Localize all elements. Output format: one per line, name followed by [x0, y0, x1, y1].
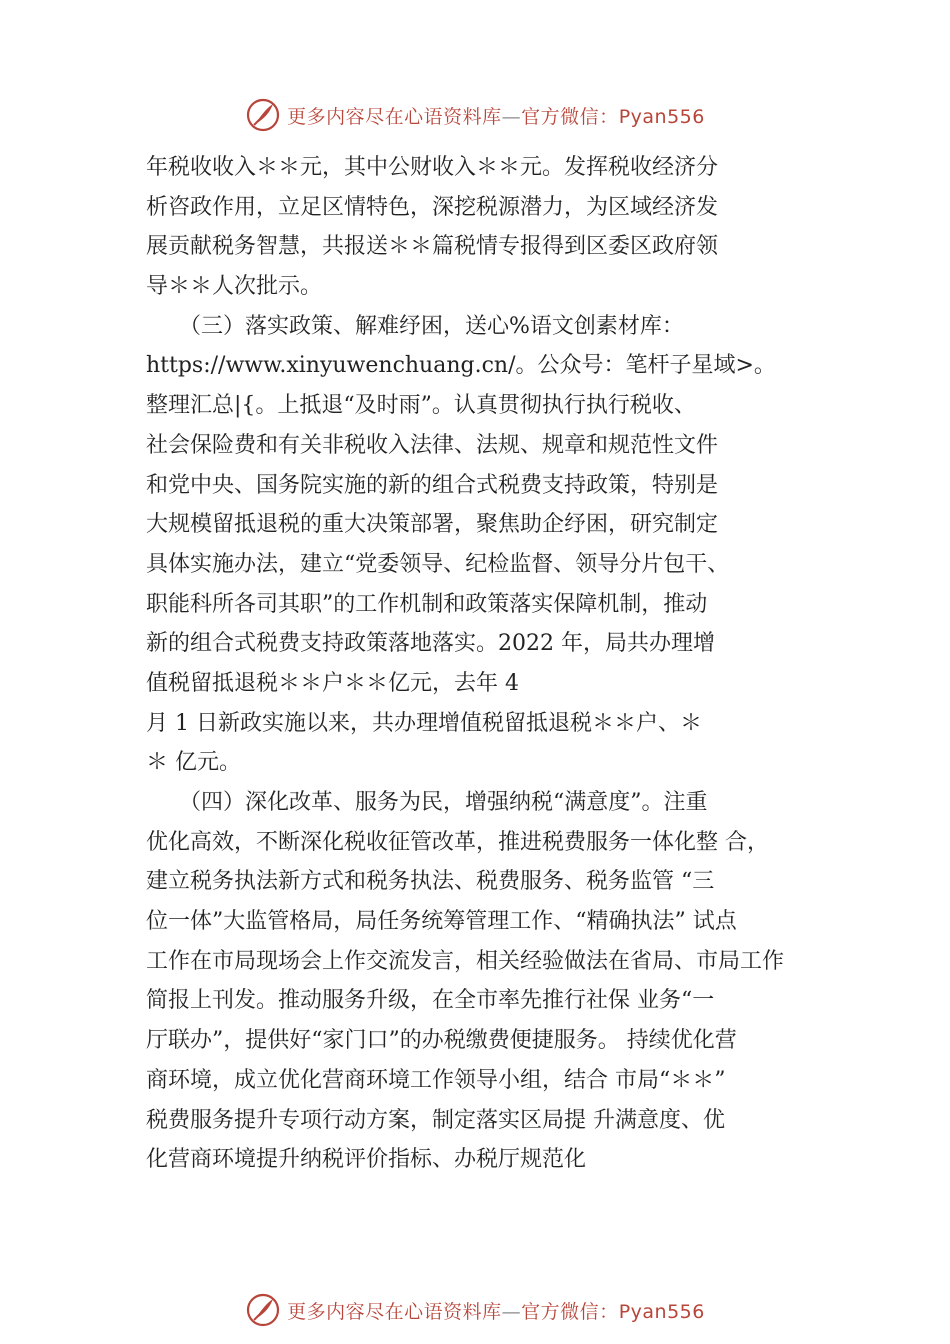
body-line: 析咨政作用，立足区情特色，深挖税源潜力，为区域经济发: [146, 194, 719, 220]
header-banner-id: Pyan556: [618, 105, 705, 128]
body-line: 建立税务执法新方式和税务执法、税费服务、税务监管 “三: [146, 869, 715, 895]
body-line: 大规模留抵退税的重大决策部署，聚焦助企纾困，研究制定: [146, 512, 719, 538]
body-line: 导＊＊人次批示。: [146, 274, 323, 300]
body-line: 简报上刊发。推动服务升级，在全市率先推行社保 业务“一: [146, 988, 715, 1014]
body-line: 位一体”大监管格局，局任务统筹管理工作、“精确执法” 试点: [146, 909, 737, 935]
header-banner-dash: —: [501, 105, 522, 128]
body-line: （四）深化改革、服务为民，增强纳税“满意度”。注重: [146, 790, 708, 815]
body-line: 展贡献税务智慧，共报送＊＊篇税情专报得到区委区政府领: [146, 234, 719, 260]
body-line: 整理汇总|{。上抵退“及时雨”。认真贯彻执行执行税收、: [146, 393, 696, 419]
header-banner: [0, 95, 950, 135]
footer-banner-main: 更多内容尽在心语资料库: [287, 1300, 502, 1323]
body-line: 具体实施办法，建立“党委领导、纪检监督、领导分片包干、: [146, 551, 730, 577]
footer-banner: [0, 1290, 950, 1330]
body-line: 新的组合式税费支持政策落地落实。2022 年，局共办理增: [146, 631, 715, 657]
body-line: （三）落实政策、解难纾困，送心%语文创素材库：: [146, 313, 684, 339]
document-body: [146, 148, 836, 1180]
body-line: 社会保险费和有关非税收入法律、法规、规章和规范性文件: [146, 432, 719, 458]
body-line: 优化高效，不断深化税收征管改革，推进税费服务一体化整 合，: [146, 829, 769, 855]
body-line: 税费服务提升专项行动方案，制定落实区局提 升满意度、优: [146, 1107, 725, 1133]
body-line: 商环境，成立优化营商环境工作领导小组，结合 市局“＊＊”: [146, 1067, 726, 1093]
quill-logo-icon: [245, 97, 281, 133]
footer-banner-contact: 官方微信：: [521, 1300, 619, 1323]
body-line: 厅联办”，提供好“家门口”的办税缴费便捷服务。 持续优化营: [146, 1028, 737, 1054]
quill-logo-icon: [245, 1292, 281, 1328]
header-banner-contact: 官方微信：: [521, 105, 619, 128]
body-line: 值税留抵退税＊＊户＊＊亿元，去年 4: [146, 670, 519, 696]
header-banner-main: 更多内容尽在心语资料库: [287, 105, 502, 128]
footer-banner-text: [287, 1297, 705, 1324]
body-line: 化营商环境提升纳税评价指标、办税厅规范化: [146, 1147, 587, 1173]
body-line: 月 1 日新政实施以来，共办理增值税留抵退税＊＊户、＊: [146, 710, 702, 736]
body-line: https://www.xinyuwenchuang.cn/。公众号：笔杆子星域>。: [146, 353, 776, 379]
footer-banner-id: Pyan556: [618, 1300, 705, 1323]
body-line: 和党中央、国务院实施的新的组合式税费支持政策，特别是: [146, 472, 719, 498]
body-line: 年税收收入＊＊元，其中公财收入＊＊元。发挥税收经济分: [146, 155, 719, 180]
footer-banner-dash: —: [501, 1300, 522, 1323]
header-banner-text: [287, 102, 705, 129]
body-line: 职能科所各司其职”的工作机制和政策落实保障机制，推动: [146, 591, 708, 617]
body-line: 工作在市局现场会上作交流发言，相关经验做法在省局、市局工作: [146, 948, 785, 974]
body-line: ＊ 亿元。: [146, 750, 241, 776]
